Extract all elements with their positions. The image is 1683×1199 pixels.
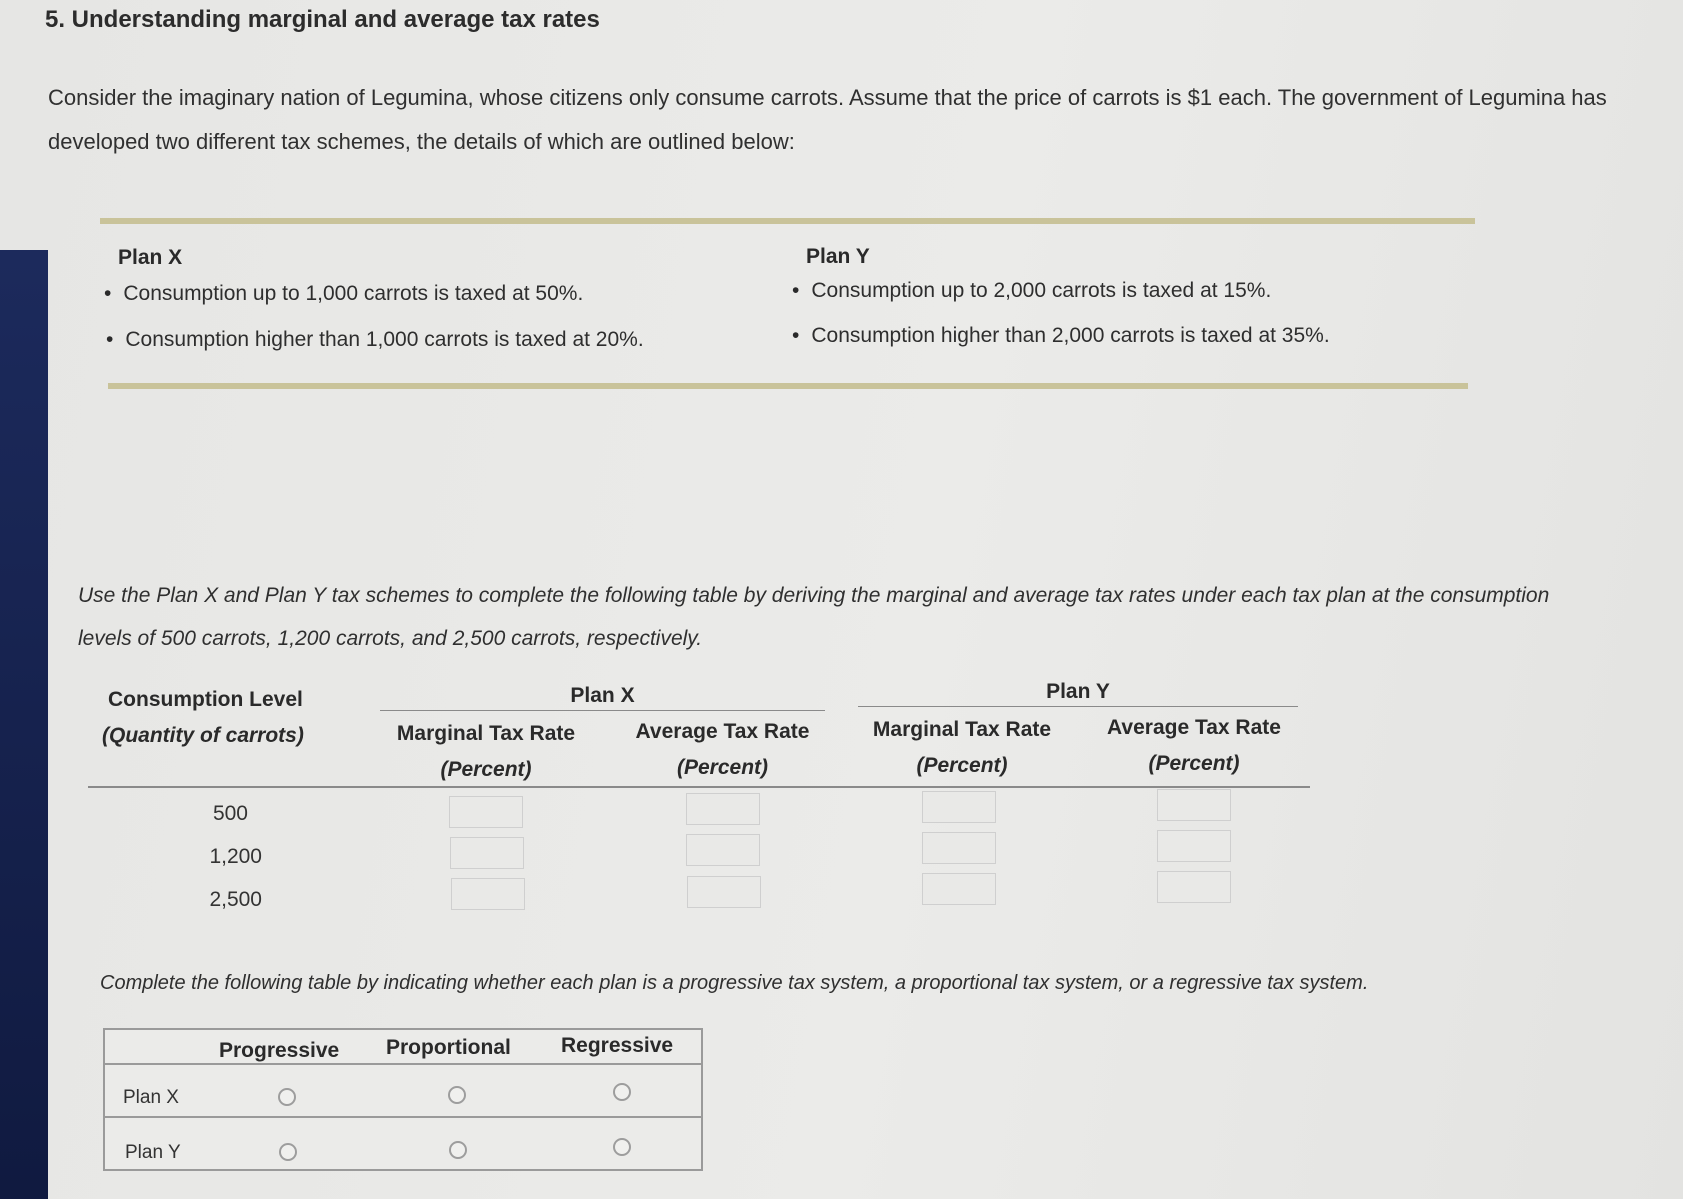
col-regressive: Regressive <box>561 1034 674 1057</box>
plan-y-marginal-input-500[interactable] <box>922 791 996 823</box>
rates-table-header-rule <box>88 786 1310 788</box>
plan-x-marginal-input-500[interactable] <box>449 796 523 828</box>
plans-bottom-rule <box>108 383 1468 389</box>
plan-y-regressive-radio[interactable] <box>613 1138 631 1156</box>
plan-x-average-input-1200[interactable] <box>686 834 760 866</box>
system-instruction: Complete the following table by indicating whether each plan is a progressive tax system, a proportional tax system, or a regressive tax system. <box>100 972 1369 994</box>
plan-x-progressive-radio[interactable] <box>278 1088 296 1106</box>
plan-x-marginal-input-2500[interactable] <box>451 878 525 910</box>
plan-x-average-unit: (Percent) <box>676 756 769 779</box>
plan-y-marginal-unit: (Percent) <box>916 754 1008 777</box>
question-title: 5. Understanding marginal and average tax rates <box>45 6 600 33</box>
plan-y-bullet-2: • Consumption higher than 2,000 carrots is taxed at 35%. <box>792 324 1330 348</box>
tax-system-row-rule <box>105 1116 701 1118</box>
table-row-consumption: 500 <box>212 802 248 825</box>
plan-y-group-header: Plan Y <box>1046 680 1110 703</box>
plan-x-group-header: Plan X <box>570 684 635 707</box>
plan-y-marginal-header: Marginal Tax Rate <box>872 718 1052 741</box>
plan-x-average-input-2500[interactable] <box>687 876 761 908</box>
plan-x-proportional-radio[interactable] <box>448 1086 466 1104</box>
plan-y-average-input-2500[interactable] <box>1157 871 1231 903</box>
plan-y-marginal-input-1200[interactable] <box>922 832 996 864</box>
plan-y-average-input-500[interactable] <box>1157 789 1231 821</box>
plan-x-average-input-500[interactable] <box>686 793 760 825</box>
plan-y-average-header: Average Tax Rate <box>1107 716 1281 739</box>
plan-x-average-header: Average Tax Rate <box>635 720 810 743</box>
plan-y-progressive-radio[interactable] <box>279 1143 297 1161</box>
plan-y-bullet-1: • Consumption up to 2,000 carrots is taxed at 15%. <box>792 279 1271 303</box>
plan-x-group-rule <box>380 710 825 711</box>
plan-x-bullet-2: • Consumption higher than 1,000 carrots is taxed at 20%. <box>106 328 644 352</box>
question-intro: Consider the imaginary nation of Legumina, whose citizens only consume carrots. Assume that the price of carrots is $1 each. The government of Legumina has developed two different tax schemes, the details of which are outlined below: <box>48 85 1607 154</box>
plan-y-average-unit: (Percent) <box>1148 752 1240 775</box>
col-consumption-level: Consumption Level <box>108 688 303 711</box>
col-proportional: Proportional <box>386 1036 511 1059</box>
plan-x-regressive-radio[interactable] <box>613 1083 631 1101</box>
plan-y-marginal-input-2500[interactable] <box>922 873 996 905</box>
rates-instruction: Use the Plan X and Plan Y tax schemes to complete the following table by deriving the marginal and average tax rates under each tax plan at the consumption levels of 500 carrots, 1,200 carrots, and 2,500 carrots, respectively. <box>78 584 1550 650</box>
plan-x-heading: Plan X <box>118 246 183 269</box>
plan-x-bullet-1: • Consumption up to 1,000 carrots is taxed at 50%. <box>104 282 583 306</box>
col-progressive: Progressive <box>219 1039 340 1062</box>
plans-top-rule <box>100 218 1475 224</box>
plan-y-average-input-1200[interactable] <box>1157 830 1231 862</box>
plan-x-marginal-unit: (Percent) <box>440 758 532 781</box>
tax-system-header-rule <box>105 1063 701 1065</box>
plan-x-marginal-header: Marginal Tax Rate <box>396 722 576 745</box>
table-row-consumption: 2,500 <box>209 888 262 911</box>
plan-y-proportional-radio[interactable] <box>449 1141 467 1159</box>
plan-y-group-rule <box>858 706 1298 707</box>
row-plan-y: Plan Y <box>125 1142 181 1163</box>
plan-x-marginal-input-1200[interactable] <box>450 837 524 869</box>
plan-y-heading: Plan Y <box>806 245 870 268</box>
left-edge-background <box>0 250 48 1199</box>
row-plan-x: Plan X <box>123 1087 179 1108</box>
col-consumption-quantity: (Quantity of carrots) <box>102 724 304 747</box>
table-row-consumption: 1,200 <box>209 845 262 868</box>
